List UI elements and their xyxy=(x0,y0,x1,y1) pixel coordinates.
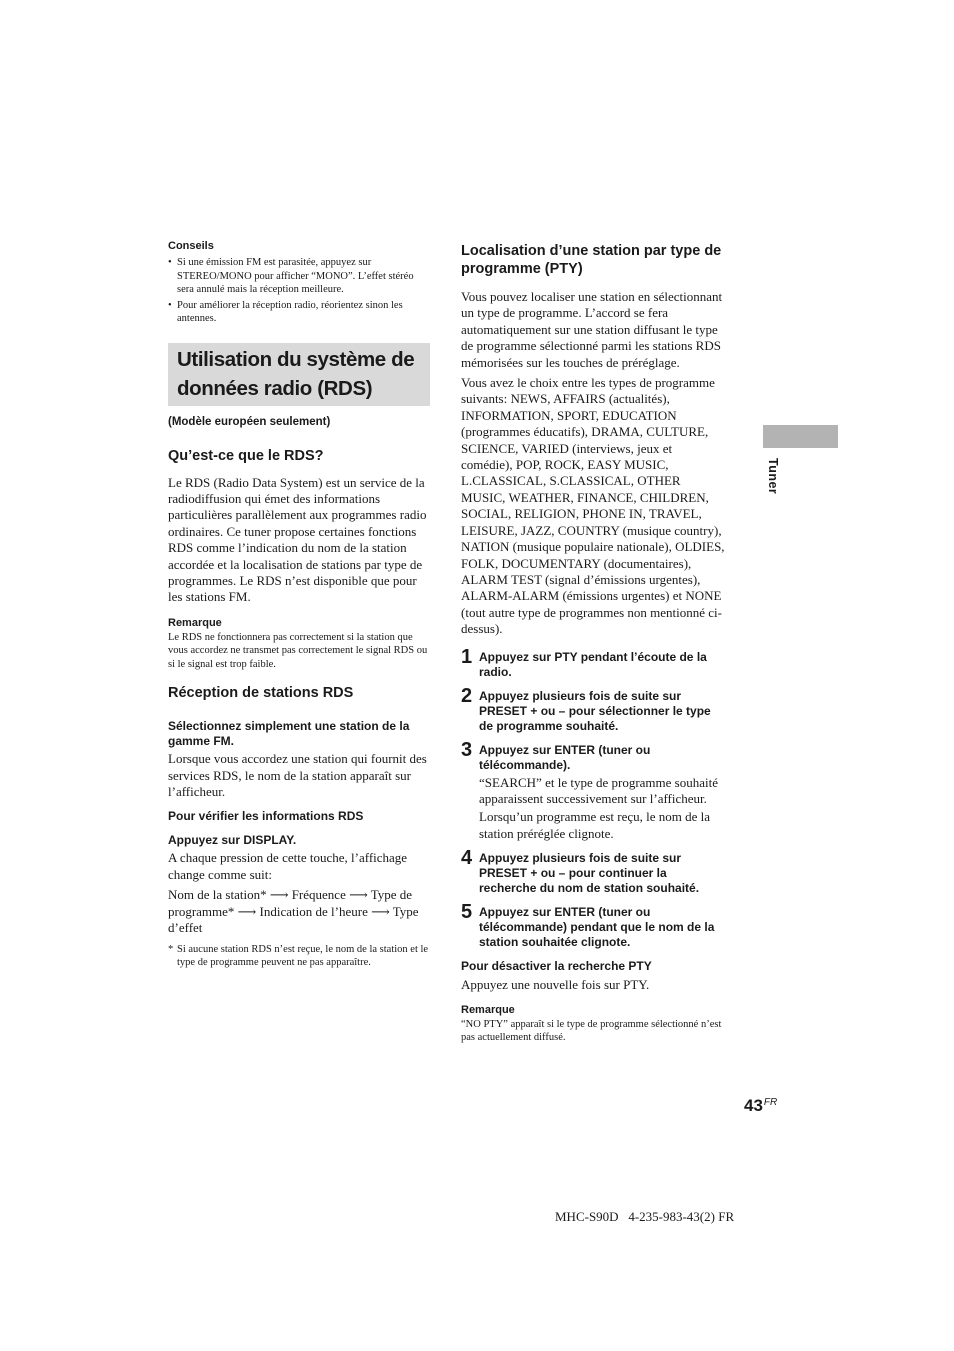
footnote-mark: * xyxy=(168,943,174,955)
step-5 xyxy=(461,901,725,950)
section-title: Utilisation du système de données radio (RDS) xyxy=(168,343,430,406)
step-body: Lorsqu’un programme est reçu, le nom de la station préréglée clignote. xyxy=(479,809,711,841)
page-suffix: FR xyxy=(763,1097,778,1108)
step-2 xyxy=(461,684,725,734)
pty-body-1: Vous pouvez localiser une station en sélectionnant un type de programme. L’accord se fera automatiquement sur une station diffusant le type de programme sélectionné parmi les stations RDS mémorisées sur les touches de préréglage. xyxy=(461,289,723,370)
page-number-value: 43 xyxy=(744,1096,763,1115)
step-number: 5 xyxy=(461,901,473,924)
step-body: “SEARCH” et le type de programme souhaité apparaissent successivement sur l’afficheur. xyxy=(479,774,718,806)
desactiver-heading: Pour désactiver la recherche PTY xyxy=(461,959,652,974)
right-column xyxy=(461,242,725,1045)
step-title: Appuyez sur PTY pendant l’écoute de la radio. xyxy=(479,649,707,679)
remarque-text: “NO PTY” apparaît si le type de programme sélectionné n’est pas actuellement diffusé. xyxy=(461,1018,722,1044)
remarque-text: Le RDS ne fonctionnera pas correctement si la station que vous accordez ne transmet pas correctement le signal RDS ou si le signal est trop faible. xyxy=(168,631,428,670)
side-tab-marker xyxy=(763,425,838,448)
footer-code: MHC-S90D 4-235-983-43(2) FR xyxy=(555,1209,735,1224)
rds-heading: Qu’est-ce que le RDS? xyxy=(168,447,324,464)
pty-body-2: Vous avez le choix entre les types de programme suivants: NEWS, AFFAIRS (actualités), INFORMATION, SPORT, EDUCATION (programmes éducatifs), DRAMA, CULTURE, SCIENCE, VARIED (interviews, jeux et comédie), POP, ROCK, EASY MUSIC, L.CLASSICAL, S.CLASSICAL, OTHER MUSIC, WEATHER, FINANCE, CHILDREN, SOCIAL, RELIGION, PHONE IN, TRAVEL, LEISURE, JAZZ, COUNTRY (musique country), NATION (musique populaire nationale), OLDIES, FOLK, DOCUMENTARY (documentaires), ALARM TEST (signal d’émissions urgentes), ALARM-ALARM (émissions urgentes) et NONE (tout autre type de programmes non mentionné ci-dessus). xyxy=(461,375,725,637)
step-4 xyxy=(461,847,725,896)
reception-body: Lorsque vous accordez une station qui fournit des services RDS, le nom de la station apparaît sur l’afficheur. xyxy=(168,751,427,800)
step-title: Appuyez sur ENTER (tuner ou télécommande) pendant que le nom de la station souhaitée clignote. xyxy=(479,905,715,950)
display-sequence: Nom de la station* ⟶ Fréquence ⟶ Type de programme* ⟶ Indication de l’heure ⟶ Type d’effet xyxy=(168,887,419,936)
verifier-instruction: Appuyez sur DISPLAY. xyxy=(168,833,297,848)
side-tab-label: Tuner xyxy=(766,458,780,495)
verifier-heading: Pour vérifier les informations RDS xyxy=(168,809,364,824)
conseils-item: • Si une émission FM est parasitée, appuyez sur STEREO/MONO pour afficher “MONO”. L’effet stéréo sera annulé mais la réception meilleure. xyxy=(168,256,430,297)
remarque-title: Remarque xyxy=(168,616,222,629)
desactiver-body: Appuyez une nouvelle fois sur PTY. xyxy=(461,977,650,993)
step-title: Appuyez sur ENTER (tuner ou télécommande). xyxy=(479,742,651,772)
reception-instruction: Sélectionnez simplement une station de la gamme FM. xyxy=(168,719,410,749)
step-title: Appuyez plusieurs fois de suite sur PRESET + ou – pour sélectionner le type de programme souhaité. xyxy=(479,688,711,733)
left-column xyxy=(168,240,430,970)
remarque-title: Remarque xyxy=(461,1003,515,1016)
step-title: Appuyez plusieurs fois de suite sur PRESET + ou – pour continuer la recherche du nom de station souhaité. xyxy=(479,851,700,896)
conseils-list xyxy=(168,256,430,326)
step-3 xyxy=(461,738,725,843)
conseils-item: • Pour améliorer la réception radio, réorientez sinon les antennes. xyxy=(168,299,430,326)
page-number xyxy=(744,1096,777,1116)
footnote-text: Si aucune station RDS n’est reçue, le nom de la station et le type de programme peuvent ne pas apparaître. xyxy=(177,943,429,968)
step-number: 4 xyxy=(461,847,473,870)
footnote xyxy=(168,943,430,970)
rds-body: Le RDS (Radio Data System) est un service de la radiodiffusion qui émet des informations particulières parallèlement aux programmes radio ordinaires. Ce tuner propose certaines fonctions RDS comme l’indication du nom de la station accordée et la localisation de stations par type de programmes. Le RDS n’est disponible que pour les stations FM. xyxy=(168,474,427,605)
section-subtitle: (Modèle européen seulement) xyxy=(168,415,331,428)
conseils-title: Conseils xyxy=(168,240,214,252)
step-number: 3 xyxy=(461,738,473,761)
reception-heading: Réception de stations RDS xyxy=(168,685,354,702)
step-1 xyxy=(461,645,725,680)
pty-heading: Localisation d’une station par type de programme (PTY) xyxy=(461,243,722,277)
verifier-body: A chaque pression de cette touche, l’affichage change comme suit: xyxy=(168,850,408,882)
step-number: 2 xyxy=(461,684,473,707)
step-number: 1 xyxy=(461,645,473,668)
